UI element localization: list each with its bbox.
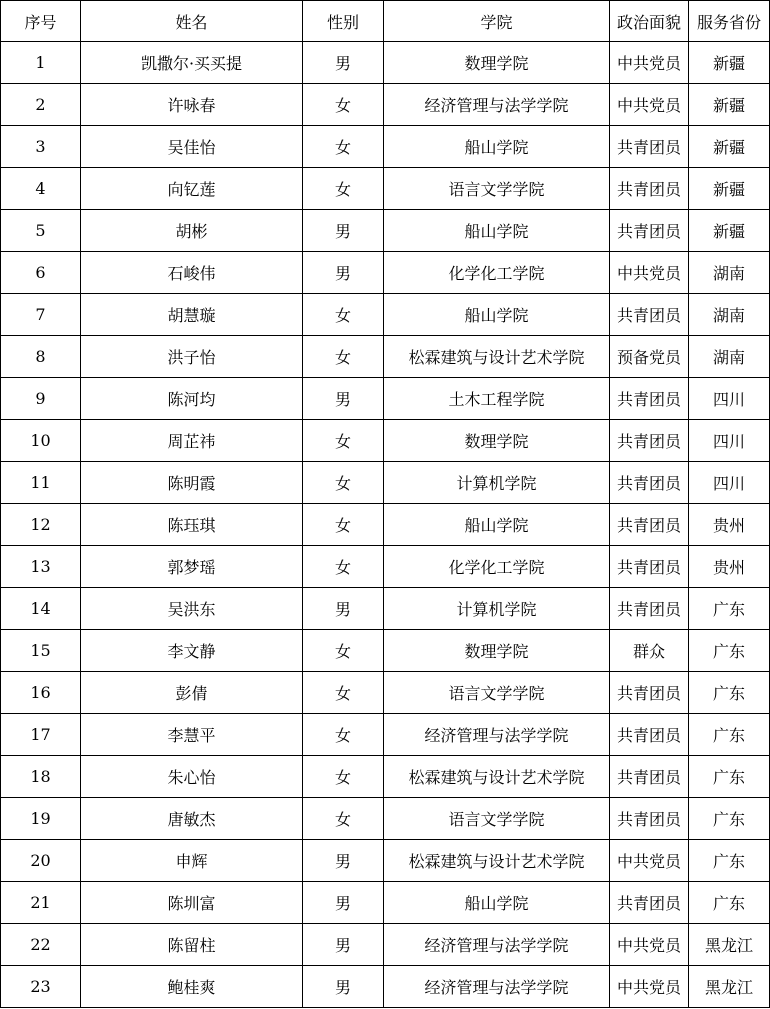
- table-row: [1, 252, 770, 294]
- cell-name: 周芷祎: [81, 420, 303, 462]
- cell-serial-number: 14: [1, 588, 81, 630]
- cell-service-province: 四川: [689, 420, 770, 462]
- table-row: [1, 504, 770, 546]
- cell-college: 化学化工学院: [384, 252, 610, 294]
- cell-gender: 女: [303, 84, 384, 126]
- cell-gender: 男: [303, 588, 384, 630]
- table-row: [1, 588, 770, 630]
- cell-name: 陈圳富: [81, 882, 303, 924]
- cell-political-status: 群众: [610, 630, 689, 672]
- cell-college: 松霖建筑与设计艺术学院: [384, 840, 610, 882]
- table-row: [1, 84, 770, 126]
- cell-college: 船山学院: [384, 126, 610, 168]
- cell-political-status: 中共党员: [610, 84, 689, 126]
- table-row: [1, 924, 770, 966]
- cell-gender: 女: [303, 462, 384, 504]
- cell-political-status: 共青团员: [610, 504, 689, 546]
- cell-gender: 男: [303, 966, 384, 1008]
- table-body: [1, 42, 770, 1008]
- cell-serial-number: 19: [1, 798, 81, 840]
- cell-political-status: 共青团员: [610, 210, 689, 252]
- cell-gender: 男: [303, 882, 384, 924]
- cell-college: 语言文学学院: [384, 168, 610, 210]
- cell-name: 向钇莲: [81, 168, 303, 210]
- cell-college: 计算机学院: [384, 588, 610, 630]
- cell-college: 船山学院: [384, 294, 610, 336]
- header-row: [1, 1, 770, 42]
- cell-name: 石峻伟: [81, 252, 303, 294]
- cell-serial-number: 9: [1, 378, 81, 420]
- table-row: [1, 840, 770, 882]
- cell-service-province: 湖南: [689, 336, 770, 378]
- table-row: [1, 420, 770, 462]
- cell-service-province: 黑龙江: [689, 924, 770, 966]
- cell-serial-number: 20: [1, 840, 81, 882]
- cell-name: 唐敏杰: [81, 798, 303, 840]
- table-row: [1, 168, 770, 210]
- header-name: 姓名: [81, 1, 303, 42]
- header-political-status: 政治面貌: [610, 1, 689, 42]
- cell-political-status: 中共党员: [610, 252, 689, 294]
- cell-serial-number: 15: [1, 630, 81, 672]
- table-row: [1, 882, 770, 924]
- cell-service-province: 新疆: [689, 84, 770, 126]
- cell-political-status: 中共党员: [610, 924, 689, 966]
- cell-name: 吴洪东: [81, 588, 303, 630]
- header-gender: 性别: [303, 1, 384, 42]
- table-row: [1, 672, 770, 714]
- cell-name: 陈留柱: [81, 924, 303, 966]
- cell-serial-number: 7: [1, 294, 81, 336]
- table-row: [1, 336, 770, 378]
- cell-gender: 女: [303, 630, 384, 672]
- header-service-province: 服务省份: [689, 1, 770, 42]
- header-college: 学院: [384, 1, 610, 42]
- header-serial-number: 序号: [1, 1, 81, 42]
- cell-serial-number: 17: [1, 714, 81, 756]
- cell-serial-number: 13: [1, 546, 81, 588]
- cell-gender: 女: [303, 504, 384, 546]
- cell-name: 吴佳怡: [81, 126, 303, 168]
- cell-college: 数理学院: [384, 42, 610, 84]
- cell-name: 陈明霞: [81, 462, 303, 504]
- table-row: [1, 210, 770, 252]
- cell-serial-number: 12: [1, 504, 81, 546]
- cell-political-status: 共青团员: [610, 294, 689, 336]
- cell-service-province: 广东: [689, 672, 770, 714]
- cell-service-province: 新疆: [689, 210, 770, 252]
- cell-gender: 女: [303, 126, 384, 168]
- cell-service-province: 广东: [689, 756, 770, 798]
- cell-serial-number: 23: [1, 966, 81, 1008]
- cell-college: 船山学院: [384, 882, 610, 924]
- cell-political-status: 预备党员: [610, 336, 689, 378]
- cell-name: 陈珏琪: [81, 504, 303, 546]
- cell-service-province: 广东: [689, 882, 770, 924]
- cell-gender: 女: [303, 420, 384, 462]
- cell-gender: 男: [303, 924, 384, 966]
- cell-political-status: 中共党员: [610, 966, 689, 1008]
- cell-service-province: 贵州: [689, 504, 770, 546]
- cell-college: 船山学院: [384, 210, 610, 252]
- cell-gender: 男: [303, 42, 384, 84]
- cell-serial-number: 2: [1, 84, 81, 126]
- cell-name: 陈河均: [81, 378, 303, 420]
- cell-serial-number: 5: [1, 210, 81, 252]
- cell-political-status: 共青团员: [610, 714, 689, 756]
- table-row: [1, 126, 770, 168]
- cell-college: 语言文学学院: [384, 672, 610, 714]
- table-row: [1, 798, 770, 840]
- cell-gender: 男: [303, 378, 384, 420]
- cell-name: 李文静: [81, 630, 303, 672]
- cell-college: 经济管理与法学学院: [384, 714, 610, 756]
- cell-service-province: 四川: [689, 378, 770, 420]
- cell-service-province: 新疆: [689, 168, 770, 210]
- cell-service-province: 湖南: [689, 294, 770, 336]
- cell-service-province: 黑龙江: [689, 966, 770, 1008]
- cell-college: 数理学院: [384, 630, 610, 672]
- cell-gender: 女: [303, 294, 384, 336]
- cell-college: 松霖建筑与设计艺术学院: [384, 756, 610, 798]
- cell-college: 化学化工学院: [384, 546, 610, 588]
- cell-gender: 女: [303, 756, 384, 798]
- cell-name: 朱心怡: [81, 756, 303, 798]
- table-row: [1, 462, 770, 504]
- cell-political-status: 共青团员: [610, 882, 689, 924]
- cell-gender: 男: [303, 840, 384, 882]
- cell-gender: 女: [303, 546, 384, 588]
- cell-serial-number: 22: [1, 924, 81, 966]
- table-row: [1, 714, 770, 756]
- cell-college: 计算机学院: [384, 462, 610, 504]
- cell-name: 胡慧璇: [81, 294, 303, 336]
- table-row: [1, 966, 770, 1008]
- table-row: [1, 546, 770, 588]
- cell-political-status: 共青团员: [610, 420, 689, 462]
- cell-serial-number: 16: [1, 672, 81, 714]
- cell-name: 洪子怡: [81, 336, 303, 378]
- cell-political-status: 共青团员: [610, 168, 689, 210]
- cell-name: 凯撒尔·买买提: [81, 42, 303, 84]
- cell-political-status: 共青团员: [610, 672, 689, 714]
- cell-gender: 男: [303, 210, 384, 252]
- cell-serial-number: 10: [1, 420, 81, 462]
- cell-college: 经济管理与法学学院: [384, 84, 610, 126]
- table-row: [1, 630, 770, 672]
- cell-service-province: 新疆: [689, 126, 770, 168]
- cell-political-status: 中共党员: [610, 840, 689, 882]
- cell-serial-number: 3: [1, 126, 81, 168]
- cell-name: 鲍桂爽: [81, 966, 303, 1008]
- cell-name: 许咏春: [81, 84, 303, 126]
- cell-serial-number: 11: [1, 462, 81, 504]
- table-header: [1, 1, 770, 42]
- cell-name: 彭倩: [81, 672, 303, 714]
- table-row: [1, 294, 770, 336]
- cell-gender: 女: [303, 672, 384, 714]
- cell-college: 经济管理与法学学院: [384, 924, 610, 966]
- cell-college: 船山学院: [384, 504, 610, 546]
- cell-gender: 女: [303, 336, 384, 378]
- cell-political-status: 共青团员: [610, 588, 689, 630]
- cell-political-status: 共青团员: [610, 462, 689, 504]
- cell-service-province: 新疆: [689, 42, 770, 84]
- cell-service-province: 湖南: [689, 252, 770, 294]
- cell-serial-number: 18: [1, 756, 81, 798]
- cell-college: 语言文学学院: [384, 798, 610, 840]
- cell-service-province: 广东: [689, 588, 770, 630]
- cell-service-province: 广东: [689, 798, 770, 840]
- cell-college: 经济管理与法学学院: [384, 966, 610, 1008]
- cell-political-status: 共青团员: [610, 546, 689, 588]
- cell-service-province: 广东: [689, 840, 770, 882]
- cell-service-province: 广东: [689, 714, 770, 756]
- table-row: [1, 756, 770, 798]
- cell-service-province: 贵州: [689, 546, 770, 588]
- cell-name: 胡彬: [81, 210, 303, 252]
- cell-political-status: 共青团员: [610, 378, 689, 420]
- cell-political-status: 中共党员: [610, 42, 689, 84]
- cell-name: 申辉: [81, 840, 303, 882]
- cell-name: 李慧平: [81, 714, 303, 756]
- table-row: [1, 378, 770, 420]
- cell-college: 土木工程学院: [384, 378, 610, 420]
- cell-gender: 男: [303, 252, 384, 294]
- cell-serial-number: 6: [1, 252, 81, 294]
- cell-political-status: 共青团员: [610, 126, 689, 168]
- cell-serial-number: 1: [1, 42, 81, 84]
- cell-serial-number: 4: [1, 168, 81, 210]
- table-row: [1, 42, 770, 84]
- cell-service-province: 四川: [689, 462, 770, 504]
- cell-service-province: 广东: [689, 630, 770, 672]
- cell-serial-number: 8: [1, 336, 81, 378]
- cell-gender: 女: [303, 168, 384, 210]
- cell-name: 郭梦瑶: [81, 546, 303, 588]
- cell-gender: 女: [303, 714, 384, 756]
- cell-serial-number: 21: [1, 882, 81, 924]
- cell-college: 数理学院: [384, 420, 610, 462]
- cell-political-status: 共青团员: [610, 756, 689, 798]
- cell-gender: 女: [303, 798, 384, 840]
- cell-college: 松霖建筑与设计艺术学院: [384, 336, 610, 378]
- cell-political-status: 共青团员: [610, 798, 689, 840]
